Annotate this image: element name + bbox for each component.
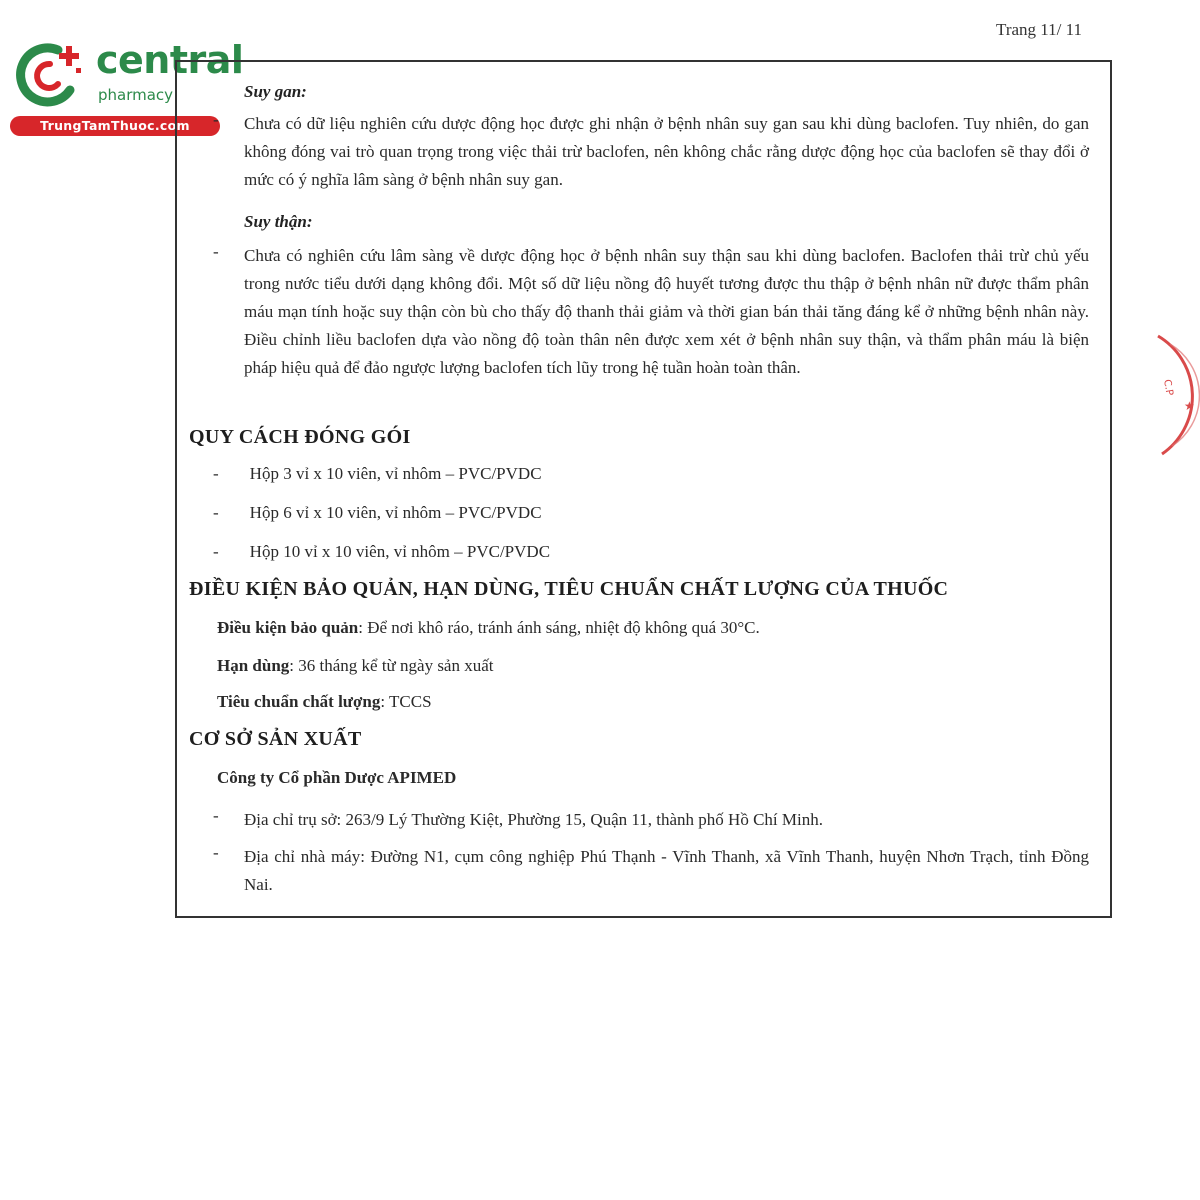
logo-subtitle: pharmacy [98, 86, 174, 104]
quality-standard-label: Tiêu chuẩn chất lượng [217, 692, 381, 711]
storage-title: ĐIỀU KIỆN BẢO QUẢN, HẠN DÙNG, TIÊU CHUẨN CHẤT LƯỢNG CỦA THUỐC [189, 578, 949, 600]
svg-text:★: ★ [1184, 399, 1195, 413]
packaging-item [213, 503, 542, 523]
document-frame [175, 60, 1112, 918]
quality-standard [217, 692, 432, 712]
factory-address: Địa chỉ nhà máy: Đường N1, cụm công nghiệp Phú Thạnh - Vĩnh Thanh, xã Vĩnh Thanh, huyện Nhơn Trạch, tỉnh Đồng Nai. [244, 847, 1089, 894]
liver-paragraph-item [213, 110, 1089, 194]
kidney-paragraph-item [213, 242, 1089, 382]
bullet-dash: - [213, 806, 219, 825]
svg-text:C.P: C.P [1161, 378, 1175, 397]
bullet-dash: - [213, 542, 219, 561]
expiry [217, 656, 494, 676]
packaging-item [213, 542, 550, 562]
packaging-item [213, 464, 542, 484]
bullet-dash: - [213, 464, 219, 483]
expiry-value: : 36 tháng kể từ ngày sản xuất [289, 656, 494, 675]
storage-conditions [217, 618, 760, 638]
kidney-heading: Suy thận: [244, 212, 313, 231]
kidney-paragraph: Chưa có nghiên cứu lâm sàng về dược động học ở bệnh nhân suy thận sau khi dùng baclofen. Baclofen thải trừ chủ yếu trong nước tiểu dưới dạng không đổi. Một số dữ liệu nồng độ huyết tương được thu thập ở bệnh nhân nữ được thẩm phân máu mạn tính hoặc suy thận còn bù cho thấy độ thanh thải giảm và thời gian bán thải tăng đáng kể ở những bệnh nhân này. Điều chỉnh liều baclofen dựa vào nồng độ toàn thân nên được xem xét ở bệnh nhân suy thận, và thẩm phân máu là biện pháp hiệu quả để đảo ngược lượng baclofen tích lũy trong hệ tuần hoàn toàn thân. [244, 246, 1089, 377]
packaging-item-text: Hộp 10 vỉ x 10 viên, vỉ nhôm – PVC/PVDC [249, 542, 551, 561]
logo-name: central [96, 38, 244, 82]
manufacturer-address-item [213, 806, 1089, 834]
packaging-item-text: Hộp 6 vỉ x 10 viên, vỉ nhôm – PVC/PVDC [249, 503, 542, 522]
bullet-dash: - [213, 110, 219, 129]
expiry-label: Hạn dùng [217, 656, 290, 675]
head-office-address: Địa chỉ trụ sở: 263/9 Lý Thường Kiệt, Phường 15, Quận 11, thành phố Hồ Chí Minh. [244, 810, 823, 829]
manufacturer-company: Công ty Cổ phần Dược APIMED [217, 768, 457, 787]
page-number: Trang 11/ 11 [996, 20, 1082, 39]
liver-heading: Suy gan: [244, 82, 307, 101]
stamp-fragment [1140, 330, 1200, 460]
storage-conditions-value: : Để nơi khô ráo, tránh ánh sáng, nhiệt độ không quá 30°C. [358, 618, 760, 637]
liver-paragraph: Chưa có dữ liệu nghiên cứu dược động học được ghi nhận ở bệnh nhân suy gan sau khi dùng baclofen. Tuy nhiên, do gan không đóng vai trò quan trọng trong việc thải trừ baclofen, nên không chắc rằng dược động học của baclofen sẽ thay đổi ở mức có ý nghĩa lâm sàng ở bệnh nhân suy gan. [244, 114, 1089, 189]
bullet-dash: - [213, 242, 219, 261]
manufacturer-address-item [213, 843, 1089, 899]
bullet-dash: - [213, 503, 219, 522]
central-logo-icon [10, 40, 90, 110]
storage-conditions-label: Điều kiện bảo quản [217, 618, 359, 637]
manufacturer-title: CƠ SỞ SẢN XUẤT [189, 728, 362, 750]
packaging-item-text: Hộp 3 vỉ x 10 viên, vỉ nhôm – PVC/PVDC [249, 464, 542, 483]
logo-website: TrungTamThuoc.com [40, 118, 190, 133]
bullet-dash: - [213, 843, 219, 862]
packaging-title: QUY CÁCH ĐÓNG GÓI [189, 426, 411, 448]
quality-standard-value: : TCCS [380, 692, 432, 711]
